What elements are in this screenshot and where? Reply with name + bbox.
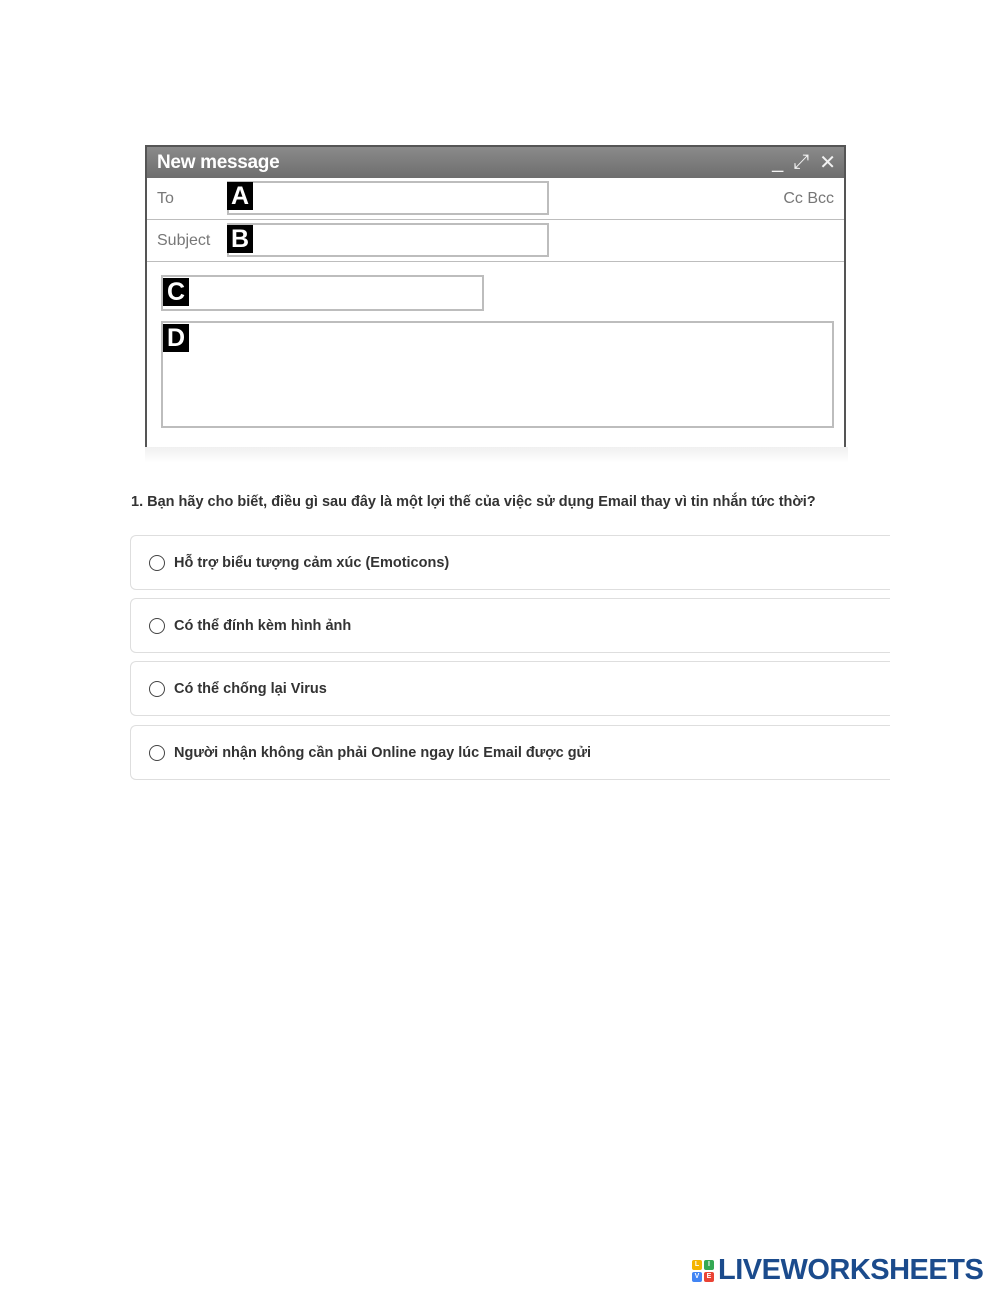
minimize-icon[interactable]: _: [772, 151, 784, 173]
cc-bcc-link[interactable]: Cc Bcc: [783, 190, 834, 207]
logo-icon: [692, 1260, 714, 1282]
logo-icon-tile: L: [692, 1260, 702, 1270]
answer-option[interactable]: [130, 725, 890, 780]
subject-label: Subject: [157, 232, 211, 249]
composer-bottom-fade: [145, 447, 848, 463]
expand-icon[interactable]: ⤢: [793, 151, 810, 173]
logo-icon-tile: V: [692, 1272, 702, 1282]
answer-option[interactable]: [130, 535, 890, 590]
answer-label: Người nhận không cần phải Online ngay lúc Email được gửi: [174, 744, 592, 761]
email-composer: [145, 145, 846, 447]
answer-label: Hỗ trợ biểu tượng cảm xúc (Emoticons): [174, 554, 450, 571]
answer-option[interactable]: [130, 598, 890, 653]
answer-label: Có thể chống lại Virus: [174, 680, 327, 697]
liveworksheets-logo[interactable]: [692, 1254, 983, 1287]
radio-button[interactable]: [149, 681, 165, 697]
logo-icon-tile: I: [704, 1260, 714, 1270]
window-controls: [772, 150, 836, 175]
close-icon[interactable]: ✕: [819, 152, 836, 174]
answer-label: Có thể đính kèm hình ảnh: [174, 617, 352, 634]
tag-b: B: [227, 225, 253, 253]
radio-button[interactable]: [149, 555, 165, 571]
radio-button[interactable]: [149, 618, 165, 634]
subject-field[interactable]: [227, 223, 549, 257]
answer-option[interactable]: [130, 661, 890, 716]
to-field[interactable]: [227, 181, 549, 215]
composer-titlebar: [147, 147, 844, 178]
composer-title: New message: [157, 151, 280, 173]
subject-row: [147, 220, 844, 262]
radio-button[interactable]: [149, 745, 165, 761]
to-label: To: [157, 190, 174, 207]
question-text: 1. Bạn hãy cho biết, điều gì sau đây là một lợi thế của việc sử dụng Email thay vì tin nhắn tức thời?: [131, 494, 816, 510]
message-body-field[interactable]: [161, 321, 834, 428]
logo-icon-tile: E: [704, 1272, 714, 1282]
tag-d: D: [163, 324, 189, 352]
tag-a: A: [227, 182, 253, 210]
field-c[interactable]: [161, 275, 484, 311]
logo-text: LIVEWORKSHEETS: [718, 1254, 984, 1286]
to-row: [147, 178, 844, 220]
tag-c: C: [163, 278, 189, 306]
